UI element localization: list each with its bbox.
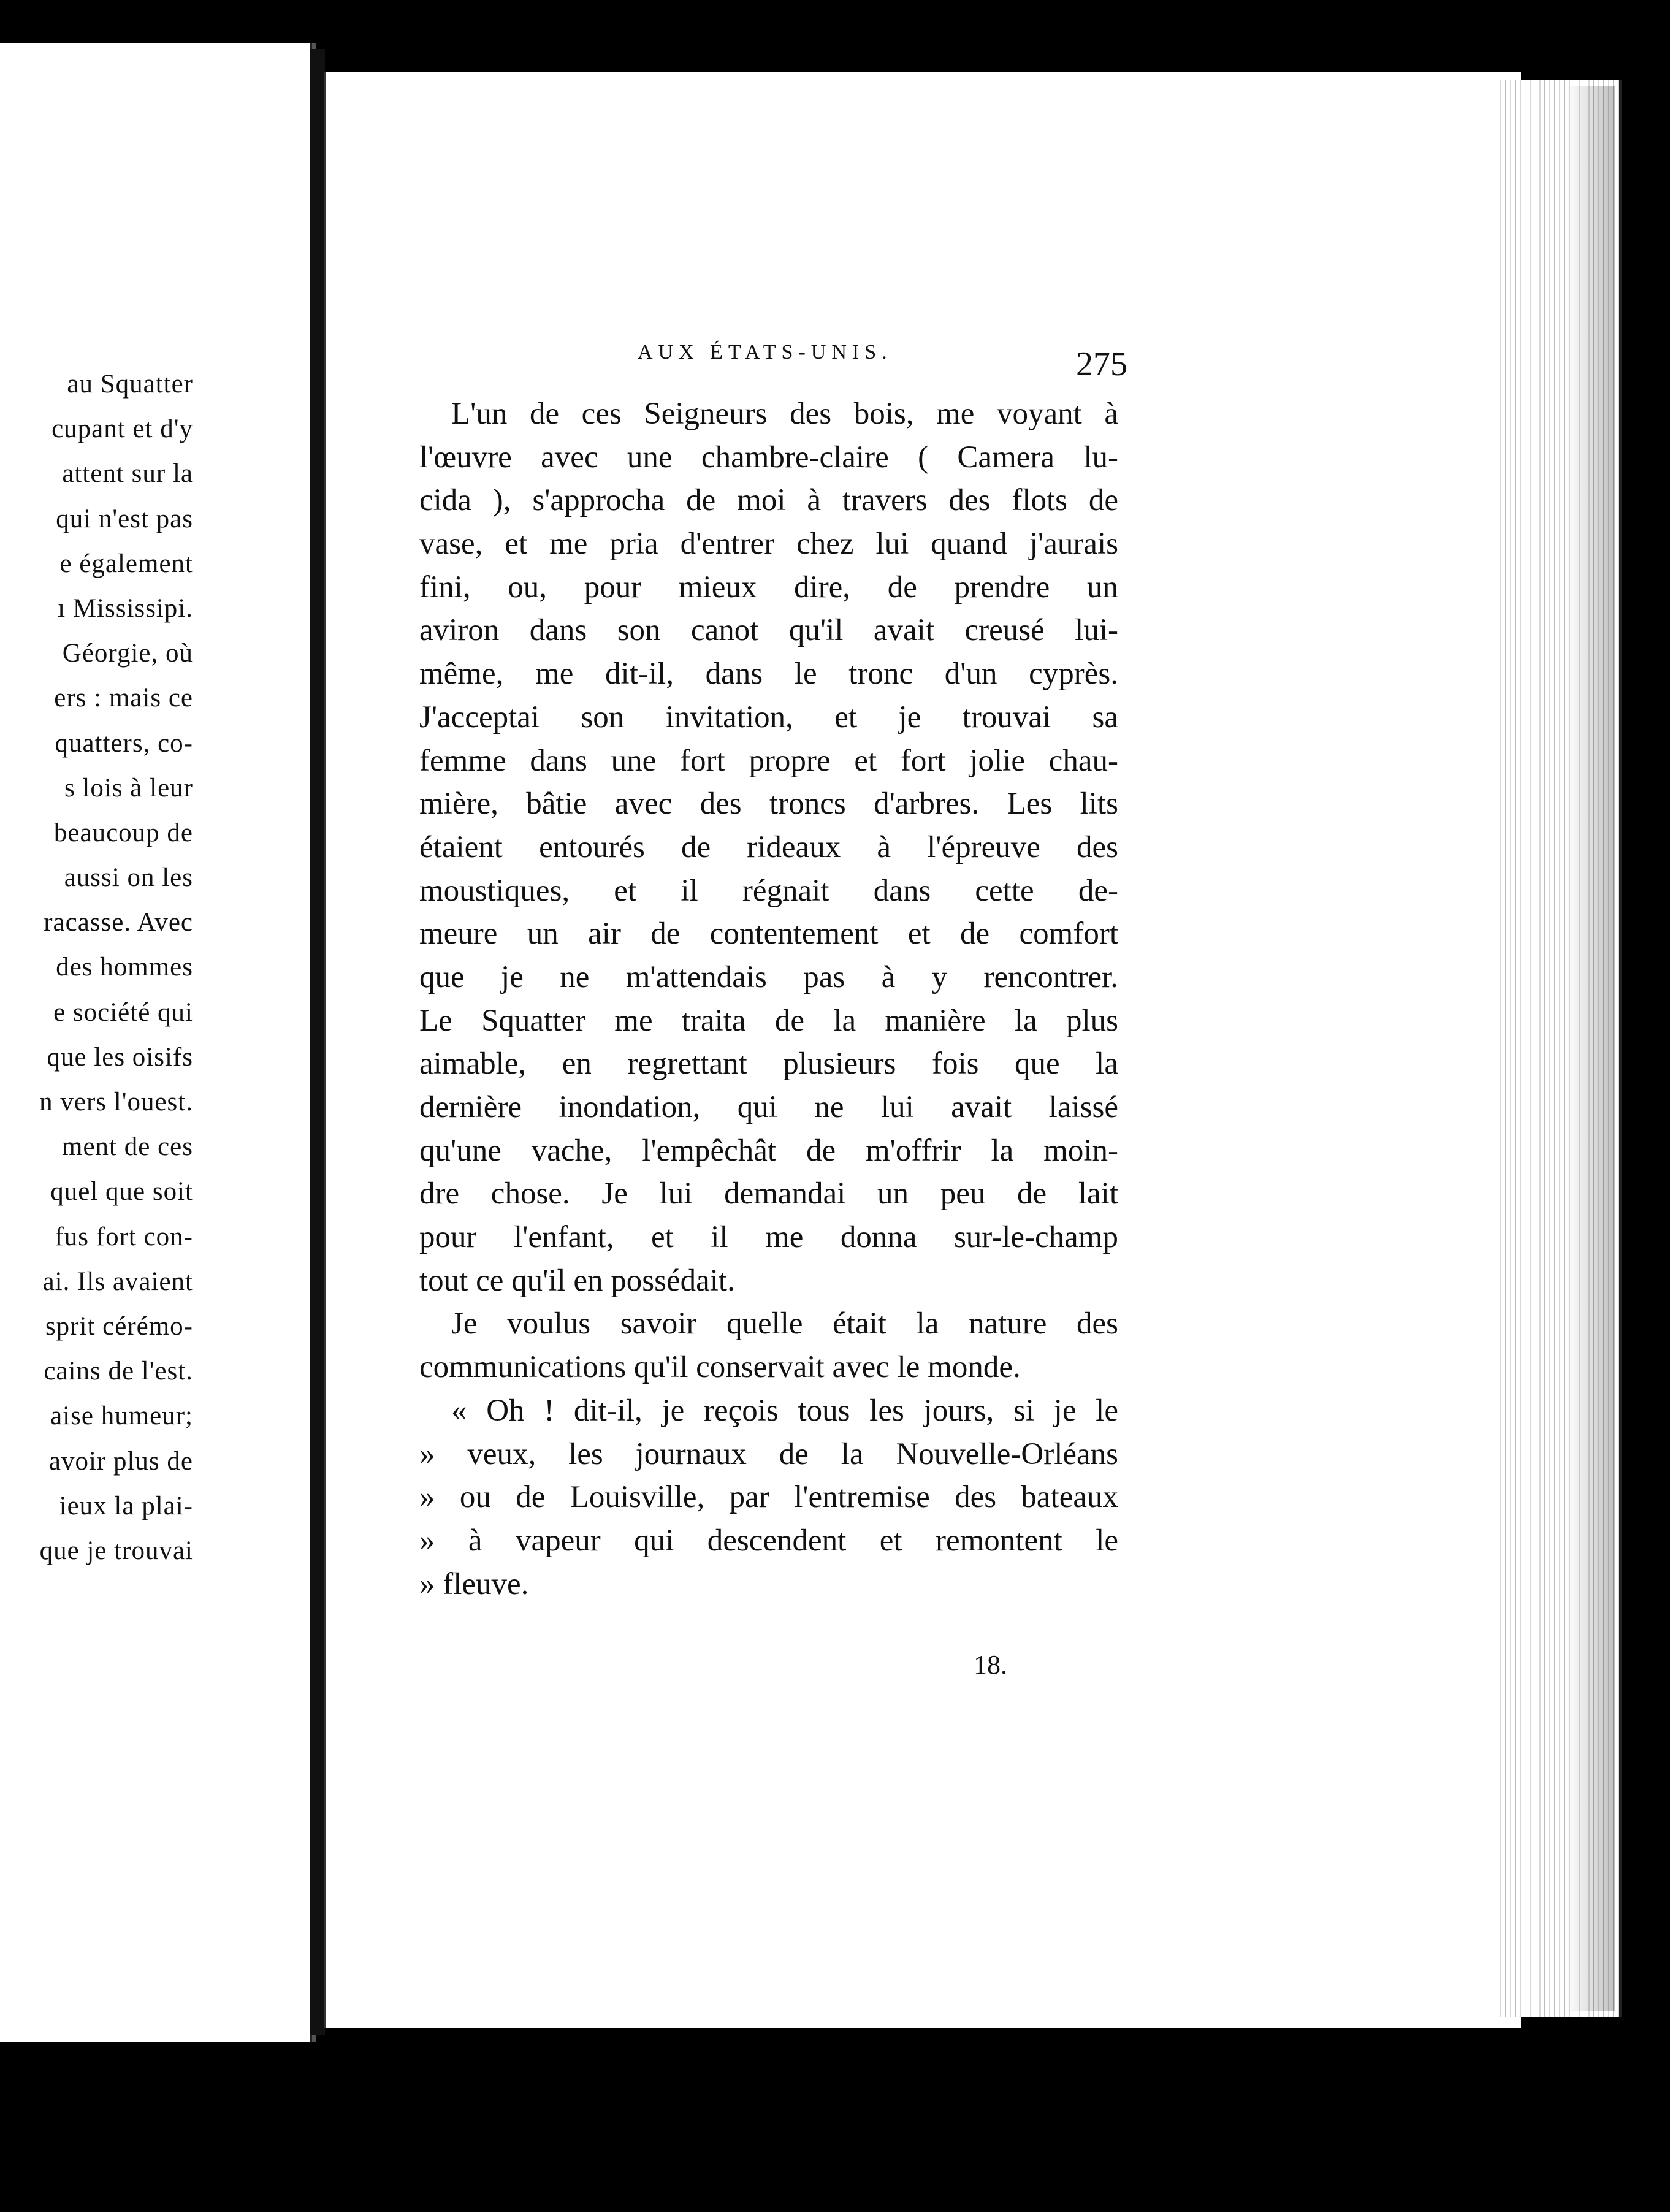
text-line: » ou de Louisville, par l'entremise des bateaux xyxy=(419,1480,1118,1515)
left-text-line: e également xyxy=(59,549,193,578)
text-line: même, me dit-il, dans le tronc d'un cyprès. xyxy=(419,657,1118,692)
text-line: Je voulus savoir quelle était la nature des xyxy=(451,1306,1118,1341)
left-text-line: e société qui xyxy=(53,997,193,1027)
text-line: mière, bâtie avec des troncs d'arbres. Les lits xyxy=(419,787,1118,822)
left-text-line: au Squatter xyxy=(67,370,193,399)
body-text xyxy=(419,392,1118,1606)
text-line: cida ), s'approcha de moi à travers des flots de xyxy=(419,483,1118,518)
left-text-line: avoir plus de xyxy=(48,1446,193,1476)
left-text-line: Géorgie, où xyxy=(62,639,193,668)
left-text-line: cupant et d'y xyxy=(51,414,193,444)
left-text-line: quel que soit xyxy=(50,1177,193,1207)
text-line: dernière inondation, qui ne lui avait laissé xyxy=(419,1090,1118,1124)
text-line: aimable, en regrettant plusieurs fois que la xyxy=(419,1047,1118,1081)
left-page-text xyxy=(0,362,310,1573)
text-line: qu'une vache, l'empêchât de m'offrir la moin- xyxy=(419,1133,1118,1168)
text-line: J'acceptai son invitation, et je trouvai sa xyxy=(419,700,1118,734)
text-line: l'œuvre avec une chambre-claire ( Camera lu- xyxy=(419,440,1118,475)
running-header: AUX ÉTATS-UNIS. xyxy=(638,341,893,364)
page-edge-shadow xyxy=(1566,86,1615,2011)
left-text-line: quatters, co- xyxy=(55,728,193,758)
page-number: 275 xyxy=(1076,345,1127,383)
text-line: fini, ou, pour mieux dire, de prendre un xyxy=(419,570,1118,604)
left-text-line: ers : mais ce xyxy=(54,684,193,713)
left-text-line: que je trouvai xyxy=(39,1536,193,1565)
text-line: pour l'enfant, et il me donna sur-le-champ xyxy=(419,1220,1118,1255)
left-page xyxy=(0,43,312,2042)
left-text-line: beaucoup de xyxy=(53,818,193,847)
left-text-line: cains de l'est. xyxy=(44,1357,193,1386)
left-text-line: ai. Ils avaient xyxy=(42,1267,193,1296)
left-text-line: attent sur la xyxy=(62,459,193,489)
text-line: que je ne m'attendais pas à y rencontrer. xyxy=(419,959,1118,994)
text-line: L'un de ces Seigneurs des bois, me voyant à xyxy=(451,397,1118,431)
text-line: communications qu'il conservait avec le monde. xyxy=(419,1350,1021,1385)
text-line: femme dans une fort propre et fort jolie chau- xyxy=(419,743,1118,778)
text-line: Le Squatter me traita de la manière la plus xyxy=(419,1003,1118,1038)
left-text-line: que les oisifs xyxy=(47,1042,193,1072)
left-text-line: aise humeur; xyxy=(50,1402,193,1431)
text-line: » fleuve. xyxy=(419,1566,529,1601)
left-text-line: ment de ces xyxy=(62,1132,193,1162)
text-line: dre chose. Je lui demandai un peu de lait xyxy=(419,1177,1118,1211)
left-text-line: s lois à leur xyxy=(64,773,193,803)
text-line: étaient entourés de rideaux à l'épreuve des xyxy=(419,830,1118,864)
left-text-line: n vers l'ouest. xyxy=(39,1088,193,1116)
book-gutter xyxy=(310,49,325,2035)
left-text-line: sprit cérémo- xyxy=(45,1311,193,1341)
left-text-line: aussi on les xyxy=(64,863,193,893)
text-line: » à vapeur qui descendent et remontent le xyxy=(419,1523,1118,1558)
signature-mark: 18. xyxy=(974,1650,1007,1680)
text-line: vase, et me pria d'entrer chez lui quand j'aurais xyxy=(419,527,1118,562)
text-line: « Oh ! dit-il, je reçois tous les jours, si je le xyxy=(451,1393,1118,1428)
left-text-line: fus fort con- xyxy=(55,1222,193,1251)
left-text-line: ieux la plai- xyxy=(59,1491,193,1520)
text-line: meure un air de contentement et de comfort xyxy=(419,917,1118,952)
left-text-line: qui n'est pas xyxy=(56,504,193,533)
left-text-line: racasse. Avec xyxy=(44,908,193,937)
text-line: tout ce qu'il en possédait. xyxy=(419,1263,735,1298)
left-text-line: ı Mississipi. xyxy=(58,593,193,623)
text-line: moustiques, et il régnait dans cette de- xyxy=(419,873,1118,908)
text-line: » veux, les journaux de la Nouvelle-Orléans xyxy=(419,1436,1118,1471)
left-text-line: des hommes xyxy=(56,953,193,982)
text-line: aviron dans son canot qu'il avait creusé lui- xyxy=(419,613,1118,648)
